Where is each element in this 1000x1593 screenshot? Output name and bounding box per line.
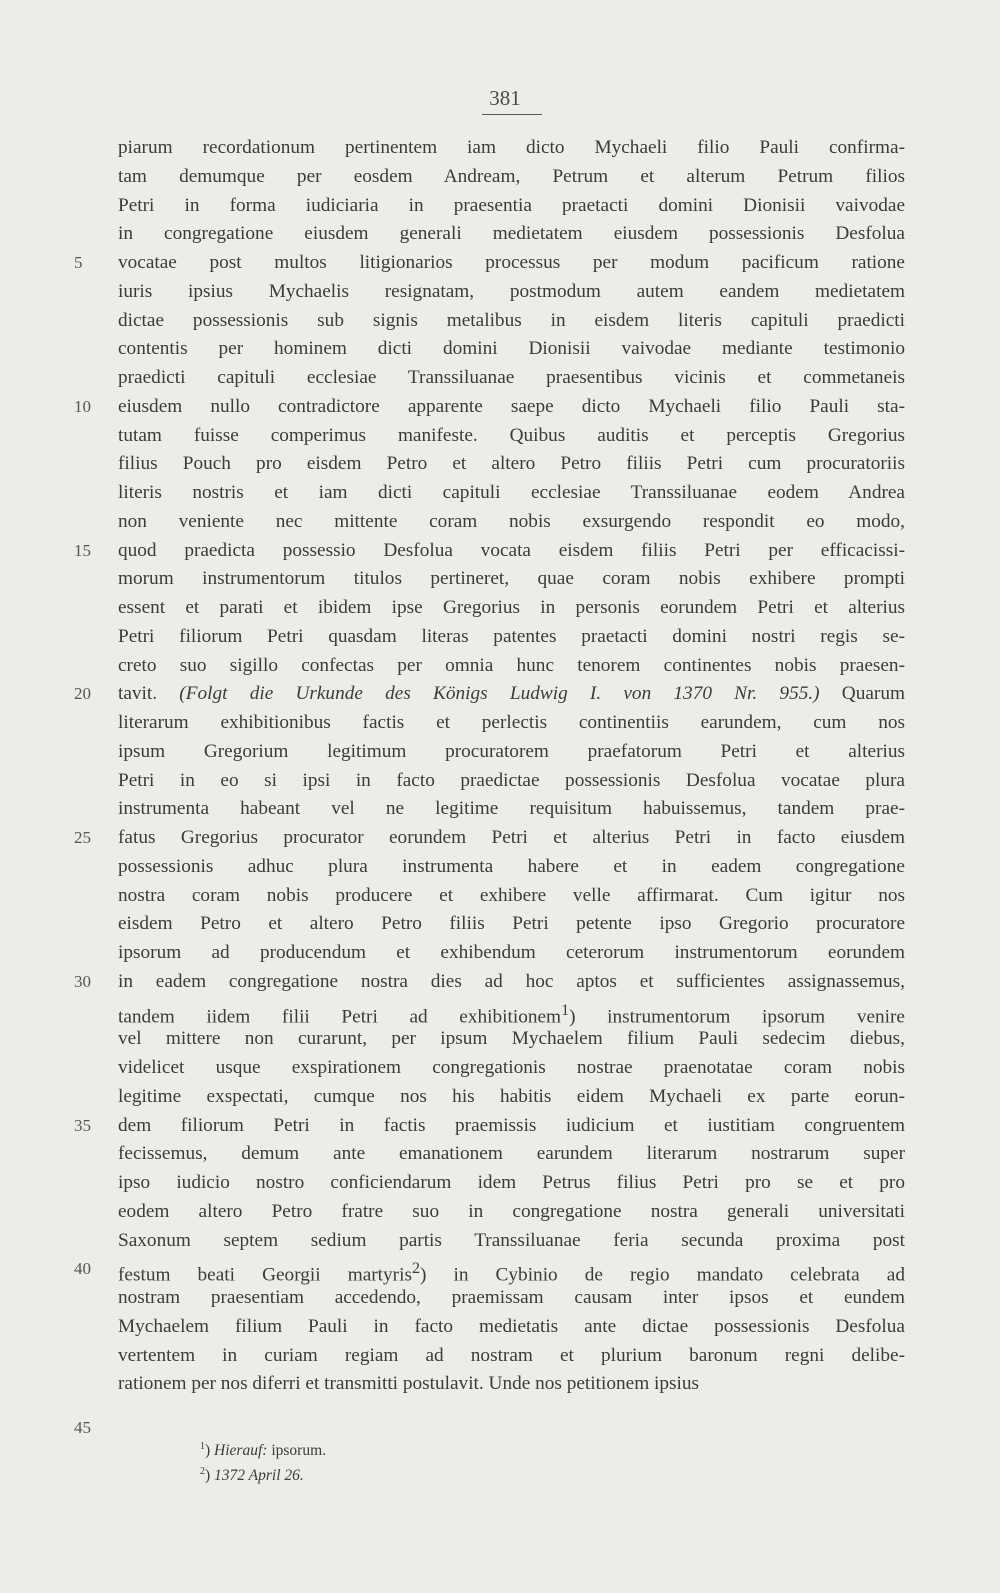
text-line: Petri in eo si ipsi in facto praedictae possessionis Desfolua vocatae plura <box>118 769 905 791</box>
line-number-35: 35 <box>74 1115 91 1135</box>
text-line: dictae possessionis sub signis metalibus in eisdem literis capituli praedicti <box>118 309 905 331</box>
text-line: in congregatione eiusdem generali medietatem eiusdem possessionis Desfolua <box>118 223 905 245</box>
text-line: essent et parati et ibidem ipse Gregorius in personis eorundem Petri et alterius <box>118 597 905 618</box>
text-line: morum instrumentorum titulos pertineret, quae coram nobis exhibere prompti <box>118 568 905 590</box>
text-line: vel mittere non curarunt, per ipsum Mychaelem filium Pauli sedecim diebus, <box>118 1028 905 1050</box>
line-number-10: 10 <box>74 396 91 416</box>
text-line: festum beati Georgii martyris$^2$) in Cybinio de regio mandato celebrata ad <box>118 1260 905 1286</box>
footnote-ref: 1 <box>561 1001 570 1019</box>
text-line: quod praedicta possessio Desfolua vocata eisdem filiis Petri per efficacissi- <box>118 539 905 561</box>
footnote-text: ipsorum. <box>267 1442 326 1460</box>
text-line: ipsum Gregorium legitimum procuratorem praefatorum Petri et alterius <box>118 740 905 762</box>
text-line: tutam fuisse comperimus manifeste. Quibus auditis et perceptis Gregorius <box>118 424 905 446</box>
text-line: iuris ipsius Mychaelis resignatam, postmodum autem eandem medietatem <box>118 280 905 302</box>
footnote-ref: 2 <box>411 1260 420 1278</box>
italic-citation: (Folgt die Urkunde des Königs Ludwig I. von 1370 Nr. 955.) <box>179 683 820 705</box>
text-line: vocatae post multos litigionarios processus per modum pacificum ratione <box>118 252 905 273</box>
text-line: piarum recordationum pertinentem iam dicto Mychaeli filio Pauli confirma- <box>118 137 905 158</box>
text-line: legitime exspectati, cumque nos his habitis eidem Mychaeli ex parte eorun- <box>118 1085 905 1107</box>
text-line: ipso iudicio nostro conficiendarum idem Petrus filius Petri pro se et pro <box>118 1172 905 1193</box>
text-line: non veniente nec mittente coram nobis exsurgendo respondit eo modo, <box>118 510 905 532</box>
text-line: eisdem Petro et altero Petro filiis Petri petente ipso Gregorio procuratore <box>118 913 905 935</box>
line-number-40: 40 <box>74 1259 91 1279</box>
footnote-italic: 1372 April 26. <box>214 1467 304 1485</box>
text-line: Petri in forma iudiciaria in praesentia praetacti domini Dionisii vaivodae <box>118 194 905 216</box>
line-number-30: 30 <box>74 971 91 991</box>
text-line: dem filiorum Petri in factis praemissis iudicium et iustitiam congruentem <box>118 1114 905 1136</box>
text-line: Petri filiorum Petri quasdam literas patentes praetacti domini nostri regis se- <box>118 625 905 647</box>
text-line: rationem per nos diferri et transmitti postulavit. Unde nos petitionem ipsius <box>118 1373 700 1395</box>
line-number-5: 5 <box>74 253 83 272</box>
line-number-15: 15 <box>74 540 91 560</box>
text-line: eiusdem nullo contradictore apparente saepe dicto Mychaeli filio Pauli sta- <box>118 395 905 417</box>
text-line: contentis per hominem dicti domini Dionisii vaivodae mediante testimonio <box>118 338 905 360</box>
text-line: tam demumque per eosdem Andream, Petrum et alterum Petrum filios <box>118 165 905 187</box>
text-line: tavit. (Folgt die Urkunde des Königs Ludwig I. von 1370 Nr. 955.) Quarum <box>118 683 905 705</box>
text-line: Saxonum septem sedium partis Transsiluanae feria secunda proxima post <box>118 1229 905 1251</box>
text-line: tandem iidem filii Petri ad exhibitionem$^1$) instrumentorum ipsorum venire <box>118 1001 905 1027</box>
text-line: ipsorum ad producendum et exhibendum ceterorum instrumentorum eorundem <box>118 942 905 963</box>
text-line: vertentem in curiam regiam ad nostram et plurium baronum regni delibe- <box>118 1344 905 1366</box>
text-line: praedicti capituli ecclesiae Transsiluanae praesentibus vicinis et commetaneis <box>118 367 905 388</box>
text-line: literis nostris et iam dicti capituli ecclesiae Transsiluanae eodem Andrea <box>118 482 905 503</box>
text-line: nostra coram nobis producere et exhibere velle affirmarat. Cum igitur nos <box>118 884 905 906</box>
text-line: nostram praesentiam accedendo, praemissam causam inter ipsos et eundem <box>118 1287 905 1308</box>
footnote-mark: $^1$) <box>200 1441 211 1460</box>
page-number: 381 <box>489 86 521 110</box>
text-line: fatus Gregorius procurator eorundem Petri et alterius Petri in facto eiusdem <box>118 827 905 848</box>
text-line: literarum exhibitionibus factis et perlectis continentiis earundem, cum nos <box>118 712 905 733</box>
footnote-italic: Hierauf: <box>214 1442 268 1460</box>
text-line: instrumenta habeant vel ne legitime requisitum habuissemus, tandem prae- <box>118 798 905 820</box>
text-line: Mychaelem filium Pauli in facto medietatis ante dictae possessionis Desfolua <box>118 1315 905 1337</box>
text-line: creto suo sigillo confectas per omnia hunc tenorem continentes nobis praesen- <box>118 654 905 676</box>
page-number-rule <box>482 114 542 115</box>
text-line: fecissemus, demum ante emanationem earundem literarum nostrarum super <box>118 1143 905 1165</box>
text-line: eodem altero Petro fratre suo in congregatione nostra generali universitati <box>118 1200 905 1222</box>
text-line: in eadem congregatione nostra dies ad hoc aptos et sufficientes assignassemus, <box>118 970 905 992</box>
line-number-20: 20 <box>74 684 91 704</box>
footnote-mark: $^2$) <box>200 1466 211 1485</box>
footnote-2 <box>200 1461 304 1487</box>
line-number-45: 45 <box>74 1418 91 1437</box>
text-line: filius Pouch pro eisdem Petro et altero Petro filiis Petri cum procuratoriis <box>118 453 905 475</box>
text-line: possessionis adhuc plura instrumenta habere et in eadem congregatione <box>118 855 905 877</box>
footnote-1 <box>200 1436 326 1462</box>
line-number-25: 25 <box>74 828 91 847</box>
text-line: videlicet usque exspirationem congregationis nostrae praenotatae coram nobis <box>118 1057 905 1078</box>
